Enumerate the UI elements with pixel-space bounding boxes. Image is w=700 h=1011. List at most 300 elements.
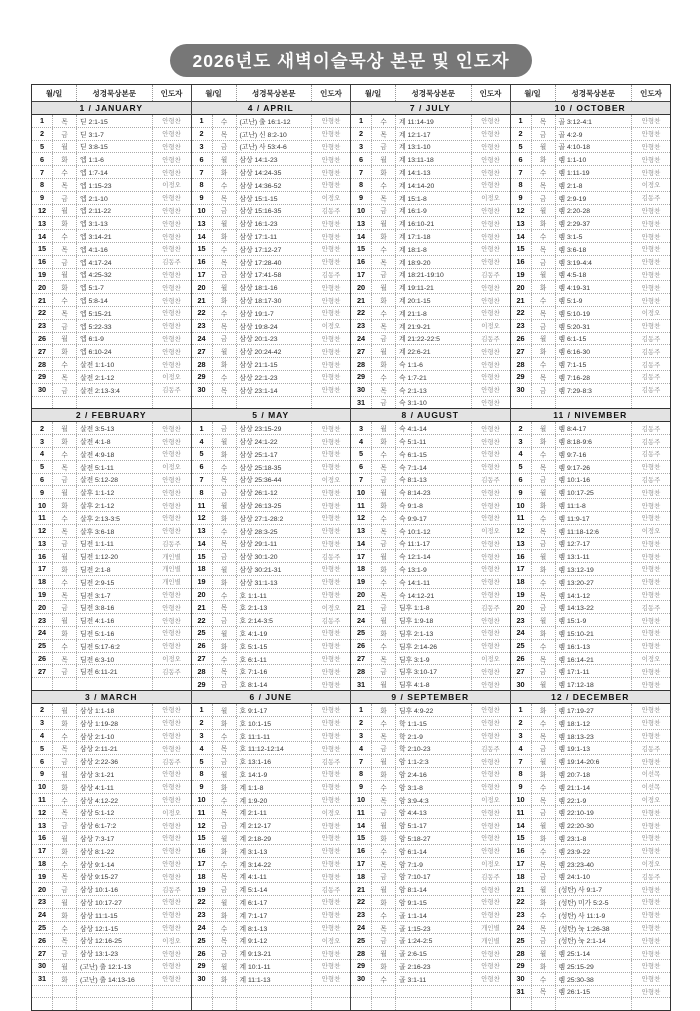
weekday-cell: 화 bbox=[213, 640, 237, 652]
weekday-cell: 수 bbox=[53, 448, 77, 460]
leader-cell: 안형찬 bbox=[321, 873, 341, 881]
header-month-day: 월/일 bbox=[511, 85, 556, 101]
passage-cell: 렘 3:19-4:4 bbox=[556, 256, 633, 268]
day-cell: 23 bbox=[192, 320, 213, 332]
calendar-row bbox=[32, 397, 191, 409]
passage-cell: 계 2:12-17 bbox=[237, 819, 313, 831]
calendar-row bbox=[511, 704, 671, 717]
leader-cell: 이정오 bbox=[481, 528, 500, 536]
weekday-cell: 수 bbox=[213, 179, 237, 191]
calendar-row bbox=[351, 614, 510, 627]
weekday-cell: 월 bbox=[53, 832, 77, 844]
weekday-cell: 화 bbox=[532, 499, 556, 511]
month-column-2 bbox=[192, 102, 352, 1010]
passage-cell: 렘 2:9-19 bbox=[556, 192, 633, 204]
calendar-row bbox=[511, 742, 671, 755]
leader-cell: 안형찬 bbox=[481, 540, 500, 548]
weekday-cell bbox=[372, 998, 396, 1010]
month-header: 9 / SEPTEMBER bbox=[351, 690, 510, 704]
passage-cell: 딤전 1:1-11 bbox=[77, 538, 153, 550]
calendar-row bbox=[32, 512, 191, 525]
passage-cell: 골 1:24-2:5 bbox=[396, 934, 472, 946]
day-cell: 31 bbox=[351, 397, 372, 409]
leader-cell: 안형찬 bbox=[481, 668, 500, 676]
calendar-row bbox=[192, 909, 351, 922]
calendar-row bbox=[192, 678, 351, 690]
weekday-cell: 월 bbox=[213, 435, 237, 447]
calendar-row bbox=[351, 384, 510, 397]
passage-cell: 렘 7:16-28 bbox=[556, 371, 633, 383]
calendar-row bbox=[351, 909, 510, 922]
passage-cell: 호 4:1-19 bbox=[237, 627, 313, 639]
leader-cell: 안형찬 bbox=[162, 861, 181, 869]
passage-cell: 계 21:9-21 bbox=[396, 320, 472, 332]
leader-cell: 안형찬 bbox=[481, 617, 500, 625]
weekday-cell: 수 bbox=[213, 461, 237, 473]
weekday-cell: 금 bbox=[213, 205, 237, 217]
day-cell: 30 bbox=[511, 973, 532, 985]
leader-cell: 안형찬 bbox=[321, 720, 341, 728]
calendar-row bbox=[32, 333, 191, 346]
leader-cell: 안형찬 bbox=[321, 515, 341, 523]
day-cell: 17 bbox=[192, 269, 213, 281]
leader-cell: 안형찬 bbox=[481, 835, 500, 843]
leader-cell: 김동주 bbox=[321, 553, 341, 561]
passage-cell: 계 18:1-8 bbox=[396, 243, 472, 255]
leader-cell: 안형찬 bbox=[641, 950, 661, 958]
passage-cell bbox=[77, 986, 153, 998]
weekday-cell: 월 bbox=[532, 486, 556, 498]
calendar-row bbox=[192, 307, 351, 320]
passage-cell: 엡 6:10-24 bbox=[77, 345, 153, 357]
day-cell: 16 bbox=[192, 256, 213, 268]
day-cell: 11 bbox=[32, 512, 53, 524]
weekday-cell: 목 bbox=[372, 653, 396, 665]
leader-cell: 안형찬 bbox=[162, 707, 181, 715]
weekday-cell: 목 bbox=[213, 601, 237, 613]
passage-cell: 삼상 25:1-17 bbox=[237, 448, 313, 460]
leader-cell: 안형찬 bbox=[321, 259, 341, 267]
passage-cell: 계 10:1-11 bbox=[237, 960, 313, 972]
day-cell: 9 bbox=[192, 781, 213, 793]
passage-cell: 삼상 28:3-25 bbox=[237, 525, 313, 537]
weekday-cell: 금 bbox=[213, 269, 237, 281]
calendar-row bbox=[351, 576, 510, 589]
weekday-cell: 목 bbox=[53, 179, 77, 191]
passage-cell: 계 14:14-20 bbox=[396, 179, 472, 191]
day-cell: 15 bbox=[351, 832, 372, 844]
calendar-row bbox=[192, 205, 351, 218]
day-cell: 4 bbox=[511, 742, 532, 754]
calendar-row bbox=[511, 755, 671, 768]
calendar-row bbox=[351, 858, 510, 871]
month-block-february bbox=[32, 408, 191, 690]
day-cell: 16 bbox=[511, 256, 532, 268]
leader-cell: 안형찬 bbox=[481, 553, 500, 561]
leader-cell: 이정오 bbox=[162, 656, 181, 664]
day-cell: 10 bbox=[511, 794, 532, 806]
passage-cell: 렘 9:17-26 bbox=[556, 461, 633, 473]
calendar-row bbox=[511, 653, 671, 666]
weekday-cell: 목 bbox=[372, 384, 396, 396]
weekday-cell: 금 bbox=[53, 601, 77, 613]
passage-cell: (고난) 출 16:1-12 bbox=[237, 115, 313, 127]
weekday-cell: 수 bbox=[532, 717, 556, 729]
calendar-row bbox=[192, 845, 351, 858]
passage-cell: 삼상 31:1-13 bbox=[237, 576, 313, 588]
leader-cell: 김동주 bbox=[162, 540, 181, 548]
leader-cell: 김동주 bbox=[641, 374, 661, 382]
passage-cell bbox=[396, 986, 472, 998]
calendar-row bbox=[511, 870, 671, 883]
leader-cell: 안형찬 bbox=[481, 681, 500, 689]
leader-cell: 안형찬 bbox=[162, 476, 181, 484]
weekday-cell: 월 bbox=[213, 345, 237, 357]
passage-cell: 삼상 14:1-23 bbox=[237, 153, 313, 165]
leader-cell: 안형찬 bbox=[641, 540, 661, 548]
day-cell: 21 bbox=[192, 601, 213, 613]
calendar-row bbox=[511, 883, 671, 896]
day-cell: 19 bbox=[511, 269, 532, 281]
passage-cell: 계 9:13-21 bbox=[237, 947, 313, 959]
leader-cell: 안형찬 bbox=[162, 246, 181, 254]
leader-cell: 김동주 bbox=[481, 604, 500, 612]
header-group bbox=[351, 85, 511, 101]
calendar-row bbox=[32, 461, 191, 474]
day-cell: 11 bbox=[32, 794, 53, 806]
calendar-row bbox=[192, 512, 351, 525]
leader-cell: 안형찬 bbox=[321, 733, 341, 741]
passage-cell: 렘 18:13-23 bbox=[556, 730, 633, 742]
passage-cell: 계 9:1-12 bbox=[237, 934, 313, 946]
day-cell: 5 bbox=[192, 755, 213, 767]
calendar-row bbox=[192, 153, 351, 166]
leader-cell: 안형찬 bbox=[162, 297, 181, 305]
weekday-cell: 금 bbox=[372, 269, 396, 281]
passage-cell: 학 1:1-15 bbox=[396, 717, 472, 729]
weekday-cell: 금 bbox=[532, 384, 556, 396]
weekday-cell: 화 bbox=[213, 973, 237, 985]
leader-cell: 안형찬 bbox=[641, 207, 661, 215]
calendar-row bbox=[192, 614, 351, 627]
calendar-row bbox=[192, 371, 351, 384]
leader-cell: 김동주 bbox=[641, 745, 661, 753]
leader-cell: 안형찬 bbox=[481, 720, 500, 728]
leader-cell: 안형찬 bbox=[481, 976, 500, 984]
passage-cell: 슥 7:1-14 bbox=[396, 461, 472, 473]
weekday-cell: 목 bbox=[213, 934, 237, 946]
passage-cell: 렘 2:20-28 bbox=[556, 205, 633, 217]
leader-cell: 안형찬 bbox=[481, 207, 500, 215]
weekday-cell: 수 bbox=[372, 717, 396, 729]
weekday-cell: 금 bbox=[53, 538, 77, 550]
leader-cell: 안형찬 bbox=[162, 822, 181, 830]
passage-cell: 계 3:1-13 bbox=[237, 845, 313, 857]
passage-cell: 슥 6:1-15 bbox=[396, 448, 472, 460]
weekday-cell bbox=[53, 998, 77, 1010]
calendar-row bbox=[192, 627, 351, 640]
weekday-cell bbox=[53, 678, 77, 690]
weekday-cell bbox=[532, 998, 556, 1010]
leader-cell: 안형찬 bbox=[481, 630, 500, 638]
calendar-row bbox=[192, 934, 351, 947]
leader-cell: 안형찬 bbox=[641, 617, 661, 625]
calendar-row bbox=[192, 358, 351, 371]
day-cell: 19 bbox=[32, 870, 53, 882]
weekday-cell: 월 bbox=[53, 896, 77, 908]
day-cell: 2 bbox=[511, 717, 532, 729]
day-cell: 9 bbox=[351, 192, 372, 204]
day-cell: 13 bbox=[192, 217, 213, 229]
calendar-row bbox=[511, 217, 671, 230]
passage-cell: 렘 11:1-8 bbox=[556, 499, 633, 511]
passage-cell: 딤전 6:3-10 bbox=[77, 653, 153, 665]
calendar-row bbox=[32, 217, 191, 230]
weekday-cell: 화 bbox=[53, 435, 77, 447]
passage-cell: 렘 21:1-14 bbox=[556, 781, 633, 793]
calendar-row bbox=[351, 934, 510, 947]
day-cell: 6 bbox=[511, 474, 532, 486]
leader-cell: 안형찬 bbox=[481, 233, 500, 241]
passage-cell: 골 1:15-23 bbox=[396, 922, 472, 934]
passage-cell: 계 1:9-20 bbox=[237, 794, 313, 806]
leader-cell: 안형찬 bbox=[641, 937, 661, 945]
weekday-cell: 월 bbox=[532, 141, 556, 153]
weekday-cell bbox=[213, 998, 237, 1010]
day-cell bbox=[32, 986, 53, 998]
weekday-cell: 월 bbox=[372, 345, 396, 357]
leader-cell: 안형찬 bbox=[641, 643, 661, 651]
passage-cell: 삼상 2:11-21 bbox=[77, 742, 153, 754]
day-cell: 2 bbox=[192, 128, 213, 140]
leader-cell: 안형찬 bbox=[481, 348, 500, 356]
leader-cell: 안형찬 bbox=[321, 861, 341, 869]
day-cell: 23 bbox=[511, 614, 532, 626]
weekday-cell: 월 bbox=[213, 704, 237, 716]
weekday-cell: 수 bbox=[53, 640, 77, 652]
calendar-row bbox=[511, 422, 671, 435]
calendar-row bbox=[351, 922, 510, 935]
leader-cell: 안형찬 bbox=[321, 681, 341, 689]
month-header: 1 / JANUARY bbox=[32, 102, 191, 115]
passage-cell: 호 10:1-15 bbox=[237, 717, 313, 729]
passage-cell: 삼상 13:1-23 bbox=[77, 947, 153, 959]
calendar-row bbox=[351, 794, 510, 807]
weekday-cell: 목 bbox=[213, 870, 237, 882]
weekday-cell: 화 bbox=[53, 717, 77, 729]
passage-cell: 계 21:22-22:5 bbox=[396, 333, 472, 345]
day-cell: 12 bbox=[192, 512, 213, 524]
day-cell: 7 bbox=[32, 166, 53, 178]
calendar-row bbox=[351, 704, 510, 717]
leader-cell: 안형찬 bbox=[321, 745, 341, 753]
calendar-row bbox=[192, 192, 351, 205]
calendar-row bbox=[32, 550, 191, 563]
leader-cell: 안형찬 bbox=[321, 361, 341, 369]
weekday-cell: 월 bbox=[532, 333, 556, 345]
day-cell: 12 bbox=[351, 512, 372, 524]
passage-cell: 암 3:1-8 bbox=[396, 781, 472, 793]
leader-cell: 이정오 bbox=[641, 310, 661, 318]
leader-cell: 안형찬 bbox=[162, 745, 181, 753]
passage-cell: 렘 13:20-27 bbox=[556, 576, 633, 588]
day-cell: 26 bbox=[511, 653, 532, 665]
passage-cell: 호 11:12-12:14 bbox=[237, 742, 313, 754]
calendar-row bbox=[351, 947, 510, 960]
passage-cell: 계 5:1-14 bbox=[237, 883, 313, 895]
passage-cell: 렘 10:1-16 bbox=[556, 474, 633, 486]
weekday-cell: 금 bbox=[532, 256, 556, 268]
passage-cell: 슥 14:12-21 bbox=[396, 589, 472, 601]
calendar-row bbox=[511, 960, 671, 973]
day-cell: 29 bbox=[511, 960, 532, 972]
calendar-row bbox=[192, 883, 351, 896]
weekday-cell: 목 bbox=[372, 922, 396, 934]
weekday-cell: 화 bbox=[532, 832, 556, 844]
day-cell: 23 bbox=[32, 896, 53, 908]
weekday-cell: 금 bbox=[532, 128, 556, 140]
day-cell: 8 bbox=[32, 179, 53, 191]
day-cell: 17 bbox=[192, 858, 213, 870]
passage-cell: 슥 3:1-10 bbox=[396, 397, 472, 409]
day-cell: 16 bbox=[351, 256, 372, 268]
leader-cell: 안형찬 bbox=[321, 502, 341, 510]
leader-cell: 김동주 bbox=[321, 207, 341, 215]
leader-cell: 안형찬 bbox=[641, 758, 661, 766]
leader-cell: 안형찬 bbox=[321, 771, 341, 779]
weekday-cell: 화 bbox=[53, 563, 77, 575]
calendar-row bbox=[351, 230, 510, 243]
day-cell: 9 bbox=[192, 192, 213, 204]
weekday-cell: 수 bbox=[372, 845, 396, 857]
weekday-cell: 월 bbox=[53, 768, 77, 780]
calendar-row bbox=[351, 269, 510, 282]
weekday-cell: 수 bbox=[53, 730, 77, 742]
passage-cell: 딤후 3:10-17 bbox=[396, 665, 472, 677]
leader-cell: 안형찬 bbox=[481, 451, 500, 459]
passage-cell: 삼상 6:1-7:2 bbox=[77, 819, 153, 831]
weekday-cell: 금 bbox=[213, 883, 237, 895]
leader-cell: 이정오 bbox=[162, 937, 181, 945]
day-cell: 14 bbox=[351, 538, 372, 550]
day-cell: 9 bbox=[511, 781, 532, 793]
calendar-row bbox=[351, 512, 510, 525]
weekday-cell: 수 bbox=[53, 576, 77, 588]
weekday-cell: 화 bbox=[53, 845, 77, 857]
day-cell: 8 bbox=[351, 768, 372, 780]
calendar-row bbox=[32, 806, 191, 819]
calendar-row bbox=[511, 141, 671, 154]
header-group bbox=[32, 85, 192, 101]
leader-cell: 안형찬 bbox=[641, 566, 661, 574]
passage-cell: 렘 6:1-15 bbox=[556, 333, 633, 345]
month-block-march bbox=[32, 690, 191, 1010]
day-cell: 8 bbox=[192, 179, 213, 191]
day-cell: 22 bbox=[351, 307, 372, 319]
passage-cell: 계 16:1-9 bbox=[396, 205, 472, 217]
weekday-cell: 금 bbox=[53, 883, 77, 895]
leader-cell: 안형찬 bbox=[641, 925, 661, 932]
day-cell: 20 bbox=[32, 883, 53, 895]
day-cell: 13 bbox=[32, 217, 53, 229]
calendar-row bbox=[32, 205, 191, 218]
leader-cell: 안형찬 bbox=[641, 464, 661, 472]
calendar-row bbox=[511, 166, 671, 179]
day-cell: 3 bbox=[32, 435, 53, 447]
leader-cell: 안형찬 bbox=[641, 733, 661, 741]
calendar-row bbox=[511, 435, 671, 448]
month-column-1 bbox=[32, 102, 192, 1010]
calendar-row bbox=[32, 499, 191, 512]
month-block-october bbox=[511, 102, 671, 408]
day-cell: 18 bbox=[351, 870, 372, 882]
leader-cell: 안형찬 bbox=[481, 310, 500, 318]
weekday-cell: 수 bbox=[372, 243, 396, 255]
calendar-row bbox=[351, 883, 510, 896]
leader-cell: 김동주 bbox=[641, 361, 661, 369]
weekday-cell: 월 bbox=[213, 832, 237, 844]
day-cell: 8 bbox=[351, 179, 372, 191]
leader-cell: 김동주 bbox=[641, 873, 661, 881]
leader-cell: 안형찬 bbox=[321, 963, 341, 971]
leader-cell: 안형찬 bbox=[641, 143, 661, 151]
day-cell: 1 bbox=[351, 115, 372, 127]
month-block-december bbox=[511, 690, 671, 1010]
weekday-cell: 월 bbox=[532, 269, 556, 281]
day-cell: 18 bbox=[192, 563, 213, 575]
passage-cell: 렘 20:7-18 bbox=[556, 768, 633, 780]
calendar-row bbox=[32, 640, 191, 653]
leader-cell: 이정오 bbox=[162, 464, 181, 472]
passage-cell: 계 2:1-11 bbox=[237, 806, 313, 818]
weekday-cell: 목 bbox=[372, 589, 396, 601]
day-cell: 25 bbox=[32, 640, 53, 652]
calendar-row bbox=[192, 870, 351, 883]
weekday-cell: 화 bbox=[372, 704, 396, 716]
passage-cell: 계 4:1-11 bbox=[237, 870, 313, 882]
day-cell bbox=[192, 397, 213, 409]
weekday-cell: 금 bbox=[532, 474, 556, 486]
day-cell: 10 bbox=[192, 205, 213, 217]
day-cell: 10 bbox=[32, 499, 53, 511]
calendar-row bbox=[32, 563, 191, 576]
weekday-cell: 화 bbox=[53, 973, 77, 985]
leader-cell: 안형찬 bbox=[321, 643, 341, 651]
calendar-row bbox=[192, 858, 351, 871]
day-cell: 14 bbox=[192, 538, 213, 550]
passage-cell: 렘 15:10-21 bbox=[556, 627, 633, 639]
calendar-row bbox=[511, 512, 671, 525]
day-cell: 19 bbox=[192, 576, 213, 588]
weekday-cell: 목 bbox=[372, 461, 396, 473]
day-cell: 2 bbox=[32, 704, 53, 716]
passage-cell: 삼상 7:3-17 bbox=[77, 832, 153, 844]
calendar-row bbox=[32, 153, 191, 166]
calendar-row bbox=[511, 678, 671, 690]
calendar-row bbox=[351, 717, 510, 730]
leader-cell: 안형찬 bbox=[481, 399, 500, 407]
weekday-cell: 수 bbox=[532, 640, 556, 652]
weekday-cell: 화 bbox=[372, 166, 396, 178]
weekday-cell: 수 bbox=[213, 858, 237, 870]
weekday-cell: 목 bbox=[213, 384, 237, 396]
day-cell: 24 bbox=[351, 922, 372, 934]
leader-cell: 김동주 bbox=[641, 604, 661, 612]
weekday-cell: 목 bbox=[372, 192, 396, 204]
weekday-cell: 수 bbox=[532, 230, 556, 242]
calendar-row bbox=[351, 730, 510, 743]
leader-cell bbox=[312, 986, 350, 998]
